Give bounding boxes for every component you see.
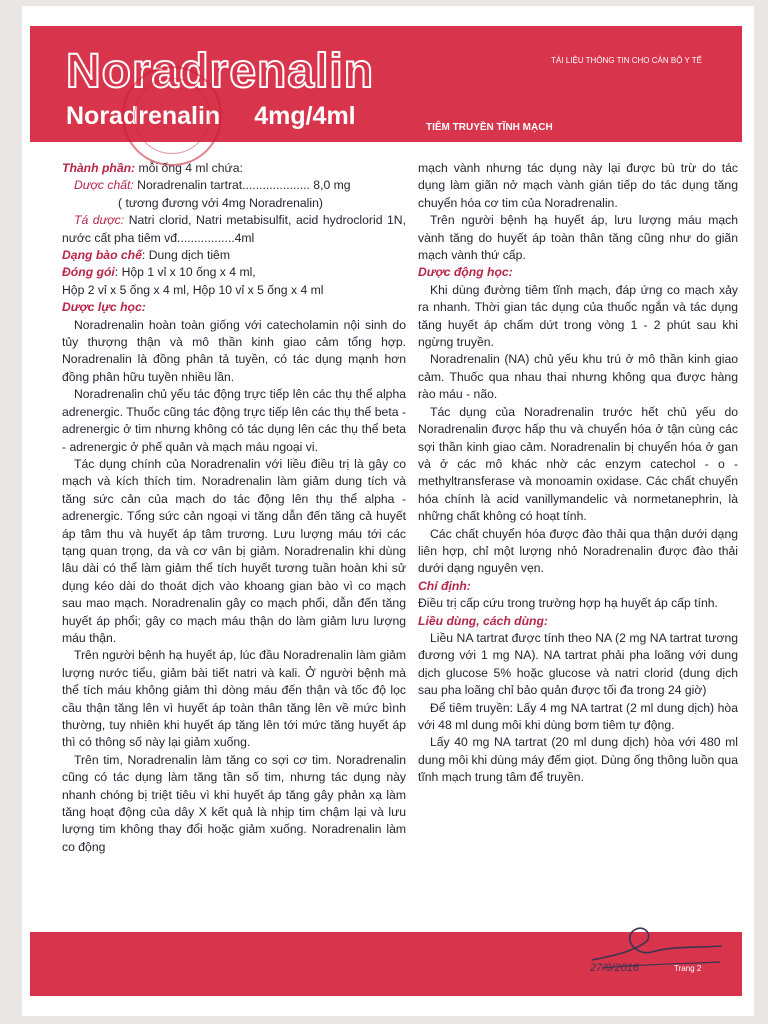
page-number: Trang 2 bbox=[674, 964, 702, 973]
form-line bbox=[62, 247, 406, 264]
form-value: : Dung dịch tiêm bbox=[141, 248, 230, 263]
product-subtitle bbox=[66, 104, 356, 129]
left-column bbox=[62, 160, 406, 856]
packaging-line bbox=[62, 264, 406, 281]
dosage-heading: Liều dùng, cách dùng: bbox=[418, 613, 548, 628]
active-value: Noradrenalin tartrat.................... 8,0 mg bbox=[133, 178, 351, 193]
pk-paragraph-4: Các chất chuyển hóa được đào thải qua thận dưới dạng liên hợp, chỉ một lượng nhỏ Noradrenalin được đào thải dưới dạng nguyên vẹn. bbox=[418, 526, 738, 576]
product-name: Noradrenalin bbox=[66, 102, 221, 130]
route-label: TIÊM TRUYỀN TĨNH MẠCH bbox=[426, 122, 553, 133]
packaging-line1: : Hộp 1 vỉ x 10 ống x 4 ml, bbox=[114, 265, 256, 280]
packaging-line2: Hộp 2 vỉ x 5 ống x 4 ml, Hộp 10 vỉ x 5 ống x 4 ml bbox=[62, 282, 324, 297]
pd-paragraph-3: Tác dụng chính của Noradrenalin với liều điều trị là gây co mạch và kích thích tim. Noradrenalin làm giảm dung tích và tăng sức cản của mạch do tác động lên thụ thể alpha - adrenergic. Tổng sức cản ngoại vi tăng dẫn đến tăng cả huyết áp tâm thu và huyết áp tâm trương. Lưu lượng máu tới các tạng quan trọng, da và cơ vân bị giảm. Noradrenalin khi dùng lâu dài có thể làm giảm thể tích huyết tương tuần hoàn khi sử dụng kéo dài do thoát dịch vào khoang gian bào vì co mạch sau mao mạch. Noradrenalin gây co mạch phổi, dẫn đến tăng huyết áp phổi; gây co mạch máu thận do làm giảm lưu lượng máu thận. bbox=[62, 456, 406, 645]
excipient-line bbox=[62, 212, 406, 247]
document-page bbox=[22, 6, 754, 1016]
excipient-label: Tá dược: bbox=[74, 213, 125, 228]
packaging-label: Đóng gói bbox=[62, 265, 115, 280]
pk-paragraph-1: Khi dùng đường tiêm tĩnh mạch, đáp ứng co mạch xảy ra nhanh. Thời gian tác dụng của thuốc ngắn và tác dụng tăng huyết áp chấm dứt trong vòng 1 - 2 phút sau khi ngừng truyền. bbox=[418, 282, 738, 350]
indication-text: Điều trị cấp cứu trong trường hợp hạ huyết áp cấp tính. bbox=[418, 596, 718, 611]
composition-heading-rest: mỗi ống 4 ml chứa: bbox=[135, 161, 243, 175]
pd-paragraph-5: Trên tim, Noradrenalin làm tăng co sợi cơ tim. Noradrenalin cũng có tác dụng làm tăng tần số tim, nhưng tác dụng này nhanh chóng bị triệt tiêu vì khi huyết áp tăng gây phản xạ làm tăng hoạt động của dây X kết quả là nhịp tim chậm lại và lưu lượng tim không thay đổi hoặc giảm xuống. Noradrenalin làm co động bbox=[62, 752, 406, 854]
pk-paragraph-2: Noradrenalin (NA) chủ yếu khu trú ở mô thần kinh giao cảm. Thuốc qua nhau thai nhưng không qua được hàng rào máu - não. bbox=[418, 352, 738, 402]
right-column bbox=[418, 160, 738, 787]
excipient-value: Natri clorid, Natri metabisulfit, acid hydroclorid 1N, nước cất pha tiêm vđ.................4ml bbox=[62, 213, 406, 245]
pd-hypotension: Trên người bệnh hạ huyết áp, lưu lượng máu mạch vành tăng do huyết áp toàn thân tăng cũng như do giãn mạch vành thứ cấp. bbox=[418, 213, 738, 263]
product-dose: 4mg/4ml bbox=[254, 102, 356, 130]
pd-paragraph-1: Noradrenalin hoàn toàn giống với catecholamin nội sinh do tủy thượng thận và mô thần kinh giao cảm tổng hợp. Noradrenalin là đồng phân tả tuyền, có tác dụng mạnh hơn đồng phân hữu tuyền nhiều lần. bbox=[62, 317, 406, 384]
dosage-paragraph-2: Để tiêm truyền: Lấy 4 mg NA tartrat (2 ml dung dịch) hòa với 48 ml dung môi khi dùng bơm tiêm tự động. bbox=[418, 700, 738, 732]
pharmacokinetics-heading: Dược động học: bbox=[418, 265, 513, 280]
indication-heading: Chỉ định: bbox=[418, 578, 471, 593]
active-note: ( tương đương với 4mg Noradrenalin) bbox=[118, 195, 323, 210]
pd-paragraph-4: Trên người bệnh hạ huyết áp, lúc đầu Noradrenalin làm giảm lượng nước tiểu, giảm bài tiết natri và kali. Ở người bệnh mà thể tích máu không giảm thì dòng máu đến thận và tốc độ lọc cầu thận tăng lên vì huyết áp toàn thân tăng lên về mức bình thường, tuy nhiên khi huyết áp tăng lên tới mức tăng huyết áp thì có thông số này lại giảm xuống. bbox=[62, 648, 406, 750]
composition-heading-line bbox=[62, 160, 406, 177]
brand-title: Noradrenalin bbox=[66, 45, 375, 98]
dosage-paragraph-3: Lấy 40 mg NA tartrat (20 ml dung dịch) hòa với 480 ml dung môi khi dùng máy đếm giọt. Dùng ống thông luồn qua tĩnh mạch trung tâm để truyền. bbox=[418, 735, 738, 785]
header-band bbox=[30, 26, 742, 142]
pharmacodynamics-heading: Dược lực học: bbox=[62, 300, 146, 315]
active-ingredient-line bbox=[62, 177, 406, 194]
signature-date: 27/9/2016 bbox=[590, 962, 639, 974]
composition-heading: Thành phần: bbox=[62, 161, 136, 175]
pd-continuation: mạch vành nhưng tác dụng này lại được bù trừ do tác dụng làm giãn nở mạch vành gián tiếp do tác dụng tăng chuyển hóa cơ tim của Noradrenalin. bbox=[418, 161, 738, 210]
audience-tag: TÀI LIỆU THÔNG TIN CHO CÁN BỘ Y TẾ bbox=[551, 56, 702, 65]
pd-paragraph-2: Noradrenalin chủ yếu tác động trực tiếp lên các thụ thể alpha adrenergic. Thuốc cũng tác động trực tiếp lên các thụ thể beta - adrenergic ở tim nhưng không có tác dụng lên các thụ thể beta - adrenergic ở phế quản và mạch máu ngoại vi. bbox=[62, 387, 406, 454]
pk-paragraph-3: Tác dụng của Noradrenalin trước hết chủ yếu do Noradrenalin được hấp thu và chuyển hóa ở tận cùng các sợi thần kinh giao cảm. Noradrenalin bị chuyển hóa ở gan và ở các mô khác nhờ các enzym catechol - o - methyltransferase và monoamin oxidase. Các chất chuyển hóa chính là acid vanillymandelic và normetanephrin, là những chất không có hoạt tính. bbox=[418, 404, 738, 524]
dosage-paragraph-1: Liều NA tartrat được tính theo NA (2 mg NA tartrat tương đương với 1 mg NA). NA tartrat phải pha loãng với dung dịch glucose 5% hoặc glucose và natri clorid (dung dịch sau pha loãng chỉ bảo quản được tối đa trong 24 giờ) bbox=[418, 630, 738, 698]
active-label: Dược chất: bbox=[74, 178, 134, 193]
form-label: Dạng bào chế bbox=[62, 248, 142, 263]
